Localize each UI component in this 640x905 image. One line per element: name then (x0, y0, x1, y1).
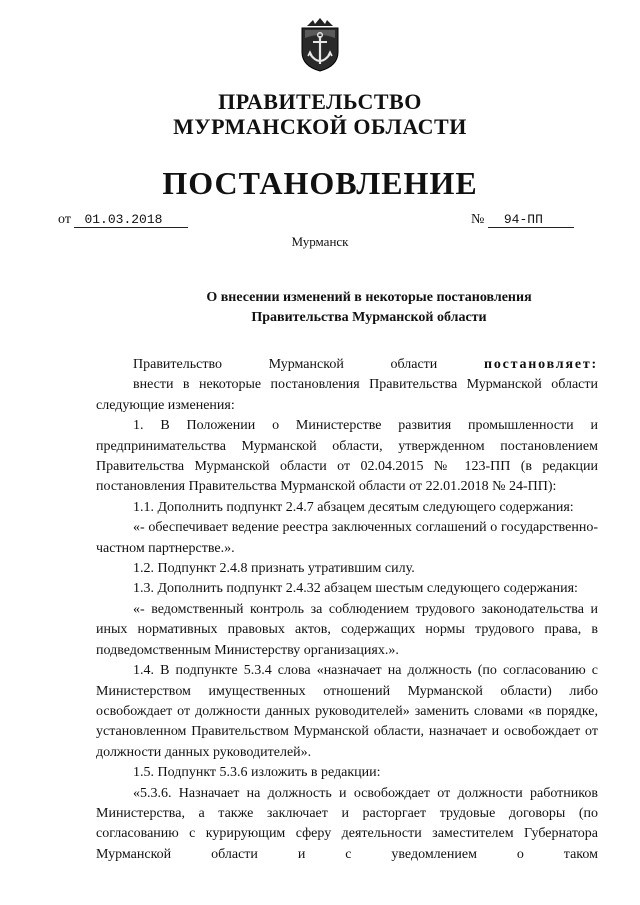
intro-verb: постановляет: (483, 357, 598, 372)
body-paragraph: «- обеспечивает ведение реестра заключенных соглашений о государственно-частном партнерстве.». (96, 520, 598, 556)
body-paragraph: 1.2. Подпункт 2.4.8 признать утратившим силу. (133, 561, 415, 577)
body-paragraph: «5.3.6. Назначает на должность и освобождает от должности работников Министерства, а также заключает и расторгает трудовые договоры (по согласованию с курирующим сферу деятельности заместителем Губернатора Мурманской области и с уведомлением о таком (96, 785, 598, 862)
intro-text: Правительство Мурманской области (133, 357, 484, 372)
coat-of-arms-icon (299, 14, 341, 72)
body-paragraph: внести в некоторые постановления Правительства Мурманской области следующие изменения: (96, 377, 598, 413)
date-value: 01.03.2018 (74, 212, 188, 228)
body-paragraph: «- ведомственный контроль за соблюдением трудового законодательства и иных нормативных правовых актов, содержащих нормы трудового права, в подведомственным Министерству организациях.». (96, 601, 598, 658)
document-type-heading: ПОСТАНОВЛЕНИЕ (162, 165, 478, 201)
body-paragraph: 1.1. Дополнить подпункт 2.4.7 абзацем десятым следующего содержания: (133, 499, 574, 515)
city-name: Мурманск (291, 234, 349, 249)
date-line (58, 211, 188, 229)
body-paragraph: 1.5. Подпункт 5.3.6 изложить в редакции: (133, 765, 381, 781)
document-body (96, 355, 598, 865)
number-line (471, 211, 574, 229)
title-line1: О внесении изменений в некоторые постановления (206, 290, 532, 305)
org-name-line1: ПРАВИТЕЛЬСТВО (218, 89, 422, 114)
body-paragraph: 1.3. Дополнить подпункт 2.4.32 абзацем шестым следующего содержания: (133, 581, 578, 597)
number-prefix: № (471, 212, 485, 227)
document-title (0, 288, 640, 328)
date-prefix: от (58, 212, 71, 227)
org-name-line2: МУРМАНСКОЙ ОБЛАСТИ (173, 114, 467, 139)
intro-paragraph (96, 355, 598, 375)
title-line2: Правительства Мурманской области (251, 310, 487, 325)
body-paragraph: 1. В Положении о Министерстве развития промышленности и предпринимательства Мурманской области, утвержденном постановлением Правительства Мурманской области от 02.04.2015 № 123-ПП (в редакции постановления Правительства Мурманской области от 22.01.2018 № 24-ПП): (96, 418, 598, 495)
number-value: 94-ПП (488, 212, 574, 228)
body-paragraph: 1.4. В подпункте 5.3.4 слова «назначает на должность (по согласованию с Министерством имущественных отношений Мурманской области) либо освобождает от должности данных руководителей» заменить словами «в порядке, установленном Правительством Мурманской области, назначает и освобождает от должности данных руководителей». (96, 663, 598, 760)
